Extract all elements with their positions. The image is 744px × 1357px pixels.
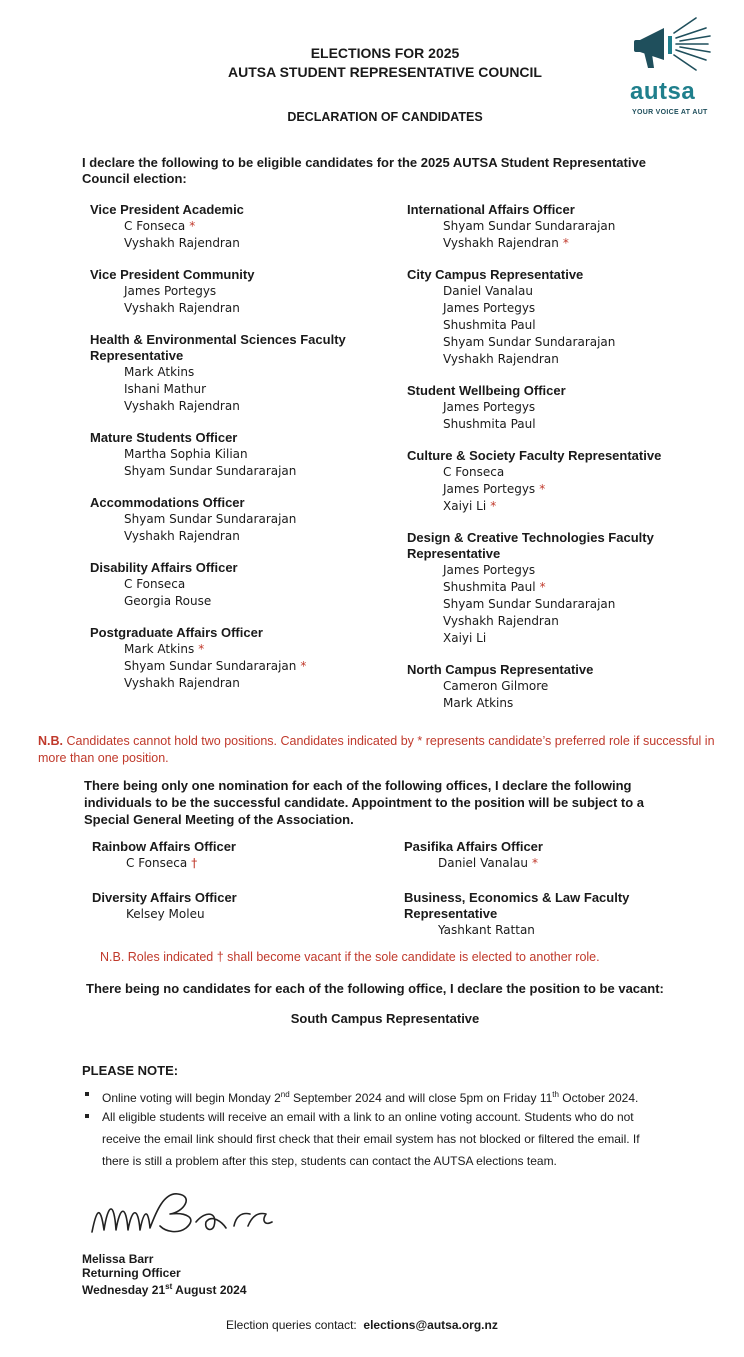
candidate-name: Kelsey Moleu <box>126 907 205 921</box>
candidate-name-row <box>407 464 707 481</box>
signoff-date <box>82 1280 247 1297</box>
sole-mark: † <box>191 856 198 870</box>
candidate-name: C Fonseca <box>124 219 186 233</box>
candidate-name: Shushmita Paul <box>443 417 536 431</box>
logo-wordmark: autsa <box>630 78 696 105</box>
candidate-name: James Portegys <box>443 563 536 577</box>
preferred-mark: * <box>198 642 205 656</box>
candidate-name-row <box>407 579 707 596</box>
candidate-name-row <box>407 481 707 498</box>
candidate-name-row <box>404 855 704 872</box>
sole-right-column <box>404 839 704 939</box>
role-block <box>90 202 380 252</box>
candidate-name: Shyam Sundar Sundararajan <box>124 659 297 673</box>
note-sup-1: nd <box>280 1090 290 1099</box>
candidate-name-row <box>407 351 707 368</box>
role-title: Rainbow Affairs Officer <box>92 839 236 854</box>
signoff-name: Melissa Barr <box>82 1252 154 1266</box>
candidate-name: Vyshakh Rajendran <box>443 614 559 628</box>
title-line-2: AUTSA STUDENT REPRESENTATIVE COUNCIL <box>228 64 542 80</box>
role-title: Postgraduate Affairs Officer <box>90 625 263 640</box>
candidate-name: James Portegys <box>443 400 536 414</box>
candidate-name-row <box>407 399 707 416</box>
candidate-name-row <box>407 317 707 334</box>
candidate-name: Daniel Vanalau <box>438 856 528 870</box>
candidate-name: Shyam Sundar Sundararajan <box>443 335 616 349</box>
note-sup-2: th <box>552 1090 559 1099</box>
sole-role-block <box>92 890 372 923</box>
role-block <box>90 267 380 317</box>
nb-label: N.B. <box>38 734 63 748</box>
candidate-name: C Fonseca <box>126 856 188 870</box>
role-title: Business, Economics & Law Faculty Representative <box>404 890 630 921</box>
role-block <box>407 267 707 368</box>
candidate-name-row <box>407 630 707 647</box>
note-email-link: All eligible students will receive an email with a link to an online voting account. Students who do not receive the email link should first check that their email system has not blocked or filtered the email. If there is still a problem after this step, students can contact the AUTSA elections team. <box>102 1110 640 1168</box>
role-title: Design & Creative Technologies Faculty Representative <box>407 530 654 561</box>
candidate-name-row <box>407 218 707 235</box>
preferred-mark: * <box>562 236 569 250</box>
candidate-name-row <box>407 678 707 695</box>
signoff-date-a: Wednesday 21 <box>82 1283 166 1297</box>
role-title: Accommodations Officer <box>90 495 245 510</box>
candidate-name-row <box>407 283 707 300</box>
role-block <box>90 560 380 610</box>
candidate-name-row <box>407 613 707 630</box>
sole-nomination-intro: There being only one nomination for each of the following offices, I declare the following individuals to be the successful candidate. Appointment to the position will be subject to a Special General Meeting of the Association. <box>84 778 645 827</box>
sole-role-block <box>404 890 704 939</box>
footer-label: Election queries contact: <box>226 1318 364 1332</box>
role-title: Culture & Society Faculty Representative <box>407 448 662 463</box>
role-title: Vice President Community <box>90 267 255 282</box>
candidate-name-row <box>90 593 380 610</box>
vacant-role: South Campus Representative <box>290 1011 480 1026</box>
document-subtitle: DECLARATION OF CANDIDATES <box>287 110 483 124</box>
candidate-name-row <box>90 364 380 381</box>
candidate-name-row <box>90 641 380 658</box>
candidate-name: James Portegys <box>443 482 536 496</box>
candidate-name: Vyshakh Rajendran <box>443 236 559 250</box>
sole-role-block <box>404 839 704 872</box>
candidate-name: Mark Atkins <box>124 642 195 656</box>
role-block <box>407 448 707 515</box>
candidate-name: Shushmita Paul <box>443 318 536 332</box>
role-title: Vice President Academic <box>90 202 244 217</box>
candidate-name: Vyshakh Rajendran <box>124 236 240 250</box>
candidate-name-row <box>404 922 704 939</box>
candidate-name-row <box>90 398 380 415</box>
candidate-name-row <box>90 381 380 398</box>
candidate-name-row <box>407 596 707 613</box>
candidate-name: Georgia Rouse <box>124 594 212 608</box>
candidate-name-row <box>90 658 380 675</box>
candidate-name-row <box>90 235 380 252</box>
candidate-name-row <box>90 511 380 528</box>
autsa-logo <box>628 12 718 116</box>
preferred-mark: * <box>189 219 196 233</box>
candidate-name: Mark Atkins <box>124 365 195 379</box>
preferred-mark: * <box>539 482 546 496</box>
bullet-icon <box>85 1114 89 1118</box>
preferred-mark: * <box>300 659 307 673</box>
role-block <box>90 332 380 415</box>
candidate-name-row <box>407 416 707 433</box>
intro-declaration: I declare the following to be eligible candidates for the 2025 AUTSA Student Representative Council election: <box>82 155 646 186</box>
candidate-name: Martha Sophia Kilian <box>124 447 248 461</box>
candidate-name: C Fonseca <box>443 465 505 479</box>
sole-role-block <box>92 839 372 872</box>
signature-image <box>86 1182 346 1242</box>
sole-mark: * <box>531 856 538 870</box>
candidate-name: Shyam Sundar Sundararajan <box>443 219 616 233</box>
role-title: City Campus Representative <box>407 267 584 282</box>
role-title: Pasifika Affairs Officer <box>404 839 543 854</box>
candidate-name-row <box>407 695 707 712</box>
nb-vacant-roles: N.B. Roles indicated † shall become vacant if the sole candidate is elected to another role. <box>100 950 600 964</box>
candidate-name-row <box>90 446 380 463</box>
signoff-date-sup: st <box>165 1282 173 1291</box>
candidate-name-row <box>407 300 707 317</box>
candidate-name: Shushmita Paul <box>443 580 536 594</box>
role-title: Mature Students Officer <box>90 430 238 445</box>
candidate-name: Mark Atkins <box>443 696 514 710</box>
candidate-name-row <box>92 855 372 872</box>
candidate-name: C Fonseca <box>124 577 186 591</box>
candidate-name: Vyshakh Rajendran <box>443 352 559 366</box>
candidate-name-row <box>90 283 380 300</box>
logo-tagline: YOUR VOICE AT AUT <box>632 109 708 116</box>
nb-two-positions <box>38 733 738 767</box>
signoff-date-b: August 2024 <box>172 1283 247 1297</box>
footer-email-link[interactable]: elections@autsa.org.nz <box>363 1318 498 1332</box>
candidate-name-row <box>90 463 380 480</box>
role-block <box>407 662 707 712</box>
candidate-name-row <box>90 675 380 692</box>
candidate-name: Vyshakh Rajendran <box>124 529 240 543</box>
candidate-name: Shyam Sundar Sundararajan <box>124 464 297 478</box>
candidate-name-row <box>407 334 707 351</box>
candidate-name-row <box>407 562 707 579</box>
candidate-name-row <box>92 906 372 923</box>
candidate-name: Shyam Sundar Sundararajan <box>443 597 616 611</box>
right-roles-column <box>407 202 707 712</box>
role-block <box>407 202 707 252</box>
left-roles-column <box>90 202 380 692</box>
footer-contact <box>226 1318 498 1332</box>
preferred-mark: * <box>539 580 546 594</box>
role-title: Health & Environmental Sciences Faculty Representative <box>90 332 346 363</box>
candidate-name: Shyam Sundar Sundararajan <box>124 512 297 526</box>
candidate-name-row <box>407 235 707 252</box>
role-title: North Campus Representative <box>407 662 594 677</box>
preferred-mark: * <box>490 499 497 513</box>
candidate-name: Vyshakh Rajendran <box>124 301 240 315</box>
role-block <box>90 495 380 545</box>
candidate-name: Cameron Gilmore <box>443 679 549 693</box>
candidate-name: Ishani Mathur <box>124 382 207 396</box>
note-text-a: Online voting will begin Monday 2 <box>102 1091 281 1105</box>
candidate-name: Vyshakh Rajendran <box>124 399 240 413</box>
candidate-name: Xaiyi Li <box>443 499 487 513</box>
role-title: International Affairs Officer <box>407 202 575 217</box>
signoff-title: Returning Officer <box>82 1266 181 1280</box>
sole-left-column <box>92 839 372 923</box>
role-block <box>407 530 707 647</box>
please-note-heading: PLEASE NOTE: <box>82 1063 179 1078</box>
role-title: Student Wellbeing Officer <box>407 383 566 398</box>
candidate-name: Vyshakh Rajendran <box>124 676 240 690</box>
candidate-name-row <box>407 498 707 515</box>
candidate-name: Yashkant Rattan <box>438 923 535 937</box>
role-block <box>90 430 380 480</box>
candidate-name-row <box>90 576 380 593</box>
role-block <box>407 383 707 433</box>
signoff-block <box>82 1252 247 1297</box>
candidate-name: James Portegys <box>124 284 217 298</box>
note-text-c: October 2024. <box>558 1091 639 1105</box>
vacant-intro: There being no candidates for each of the following office, I declare the position to be vacant: <box>86 981 664 996</box>
candidate-name: James Portegys <box>443 301 536 315</box>
bullet-icon <box>85 1092 89 1096</box>
role-title: Disability Affairs Officer <box>90 560 238 575</box>
candidate-name-row <box>90 528 380 545</box>
candidate-name: Daniel Vanalau <box>443 284 533 298</box>
title-line-1: ELECTIONS FOR 2025 <box>310 45 460 61</box>
candidate-name-row <box>90 300 380 317</box>
megaphone-icon <box>632 14 712 76</box>
role-title: Diversity Affairs Officer <box>92 890 237 905</box>
role-block <box>90 625 380 692</box>
note-text-b: September 2024 and will close 5pm on Friday 11 <box>289 1091 553 1105</box>
candidate-name: Xaiyi Li <box>443 631 487 645</box>
nb-text: Candidates cannot hold two positions. Candidates indicated by * represents candidate’s preferred role if successful in more than one position. <box>38 734 715 765</box>
candidate-name-row <box>90 218 380 235</box>
